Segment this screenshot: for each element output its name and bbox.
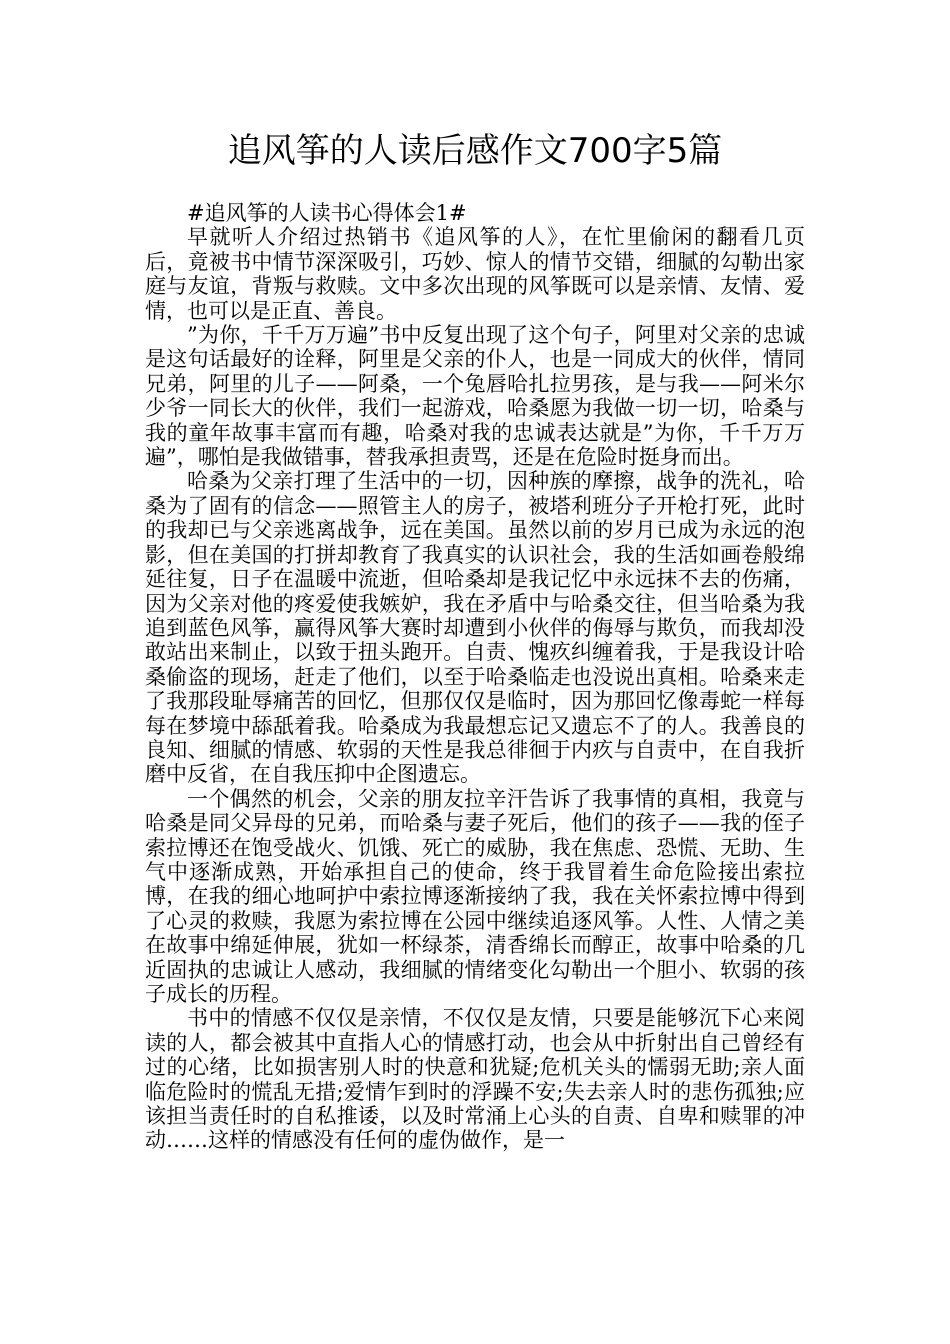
- document-body: [145, 201, 805, 1153]
- paragraph: 早就听人介绍过热销书《追风筝的人》，在忙里偷闲的翻看几页后，竟被书中情节深深吸引，巧妙、惊人的情节交错，细腻的勾勒出家庭与友谊，背叛与救赎。文中多次出现的风筝既可以是亲情、友情、爱情，也可以是正直、善良。: [145, 225, 805, 323]
- paragraph: ”为你，千千万万遍”书中反复出现了这个句子，阿里对父亲的忠诚是这句话最好的诠释，阿里是父亲的仆人，也是一同成大的伙伴，情同兄弟，阿里的儿子——阿桑，一个兔唇哈扎拉男孩，是与我——阿米尔少爷一同长大的伙伴，我们一起游戏，哈桑愿为我做一切一切，哈桑与我的童年故事丰富而有趣，哈桑对我的忠诚表达就是”为你，千千万万遍”，哪怕是我做错事，替我承担责骂，还是在危险时挺身而出。: [145, 323, 805, 470]
- paragraph: 哈桑为父亲打理了生活中的一切，因种族的摩擦，战争的洗礼，哈桑为了固有的信念——照管主人的房子，被塔利班分子开枪打死，此时的我却已与父亲逃离战争，远在美国。虽然以前的岁月已成为永远的泡影，但在美国的打拼却教育了我真实的认识社会，我的生活如画卷般绵延往复，日子在温暖中流逝，但哈桑却是我记忆中永远抹不去的伤痛，因为父亲对他的疼爱使我嫉妒，我在矛盾中与哈桑交往，但当哈桑为我追到蓝色风筝，赢得风筝大赛时却遭到小伙伴的侮辱与欺负，而我却没敢站出来制止，以致于扭头跑开。自责、愧疚纠缠着我，于是我设计哈桑偷盗的现场，赶走了他们，以至于哈桑临走也没说出真相。哈桑来走了我那段耻辱痛苦的回忆，但那仅仅是临时，因为那回忆像毒蛇一样每每在梦境中舔舐着我。哈桑成为我最想忘记又遗忘不了的人。我善良的良知、细腻的情感、软弱的天性是我总徘徊于内疚与自责中，在自我折磨中反省，在自我压抑中企图遗忘。: [145, 469, 805, 787]
- paragraph: 书中的情感不仅仅是亲情，不仅仅是友情，只要是能够沉下心来阅读的人，都会被其中直指人心的情感打动，也会从中折射出自己曾经有过的心绪，比如损害别人时的快意和犹疑;危机关头的懦弱无助;亲人面临危险时的慌乱无措;爱情乍到时的浮躁不安;失去亲人时的悲伤孤独;应该担当责任时的自私推诿，以及时常涌上心头的自责、自卑和赎罪的冲动……这样的情感没有任何的虚伪做作，是一: [145, 1006, 805, 1153]
- section-heading: #追风筝的人读书心得体会1#: [187, 201, 467, 225]
- document-title: 追风筝的人读后感作文700字5篇: [227, 131, 723, 171]
- paragraph: 一个偶然的机会，父亲的朋友拉辛汗告诉了我事情的真相，我竟与哈桑是同父异母的兄弟，而哈桑与妻子死后，他们的孩子——我的侄子索拉博还在饱受战火、饥饿、死亡的威胁，我在焦虑、恐慌、无助、生气中逐渐成熟，开始承担自己的使命，终于我冒着生命危险接出索拉博，在我的细心地呵护中索拉博逐渐接纳了我，我在关怀索拉博中得到了心灵的救赎，我愿为索拉博在公园中继续追逐风筝。人性、人情之美在故事中绵延伸展，犹如一杯绿茶，清香绵长而醇正，故事中哈桑的几近固执的忠诚让人感动，我细腻的情绪变化勾勒出一个胆小、软弱的孩子成长的历程。: [145, 786, 805, 1006]
